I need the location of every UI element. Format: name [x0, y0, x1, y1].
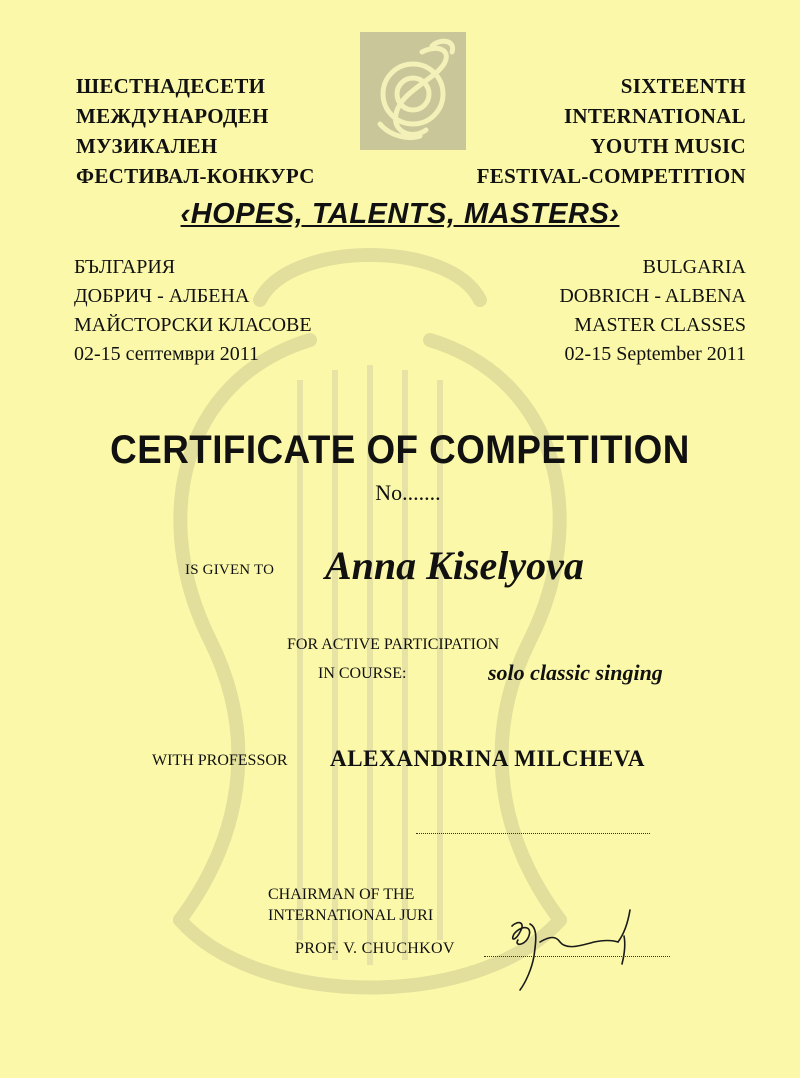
- dotted-line: [416, 833, 650, 834]
- festival-logo: [360, 32, 466, 150]
- header-line: YOUTH MUSIC: [590, 134, 746, 158]
- festival-name: ‹HOPES, TALENTS, MASTERS›: [180, 198, 620, 230]
- location-line: 02-15 септември 2011: [74, 343, 260, 365]
- treble-clef-logo-icon: [360, 32, 466, 150]
- chairman-title-line: CHAIRMAN OF THE: [268, 886, 415, 903]
- recipient-name: Anna Kiselyova: [325, 543, 584, 588]
- professor-label: WITH PROFESSOR: [152, 752, 288, 769]
- header-line: МЕЖДУНАРОДЕН: [76, 104, 269, 128]
- header-english: [477, 71, 746, 191]
- header-line: ШЕСТНАДЕСЕТИ: [76, 74, 266, 98]
- location-bulgarian: [74, 253, 312, 369]
- header-line: FESTIVAL-COMPETITION: [476, 164, 746, 188]
- header-line: ФЕСТИВАЛ-КОНКУРС: [76, 164, 315, 188]
- location-line: 02-15 September 2011: [564, 343, 746, 365]
- location-line: МАЙСТОРСКИ КЛАСОВЕ: [74, 314, 312, 336]
- chairman-name: PROF. V. CHUCHKOV: [295, 940, 455, 957]
- participation-label: FOR ACTIVE PARTICIPATION: [287, 636, 500, 653]
- course-name: solo classic singing: [488, 660, 663, 685]
- header-line: INTERNATIONAL: [563, 104, 746, 128]
- chairman-title: [268, 884, 433, 926]
- professor-name: ALEXANDRINA MILCHEVA: [330, 746, 646, 771]
- location-line: MASTER CLASSES: [574, 314, 746, 336]
- location-line: BULGARIA: [642, 256, 746, 278]
- chairman-title-line: INTERNATIONAL JURI: [268, 907, 434, 924]
- certificate-number: No.......: [375, 480, 441, 505]
- header-line: SIXTEENTH: [620, 74, 746, 98]
- location-line: DOBRICH - ALBENA: [559, 285, 746, 307]
- location-english: [559, 253, 746, 369]
- location-line: ДОБРИЧ - АЛБЕНА: [74, 285, 250, 307]
- certificate-title: CERTIFICATE OF COMPETITION: [110, 428, 690, 472]
- header-line: МУЗИКАЛЕН: [76, 134, 218, 158]
- location-line: БЪЛГАРИЯ: [74, 256, 176, 278]
- given-to-label: IS GIVEN TO: [185, 562, 275, 578]
- handwritten-signature: [500, 906, 650, 996]
- header-bulgarian: [76, 71, 315, 191]
- course-label: IN COURSE:: [318, 665, 407, 682]
